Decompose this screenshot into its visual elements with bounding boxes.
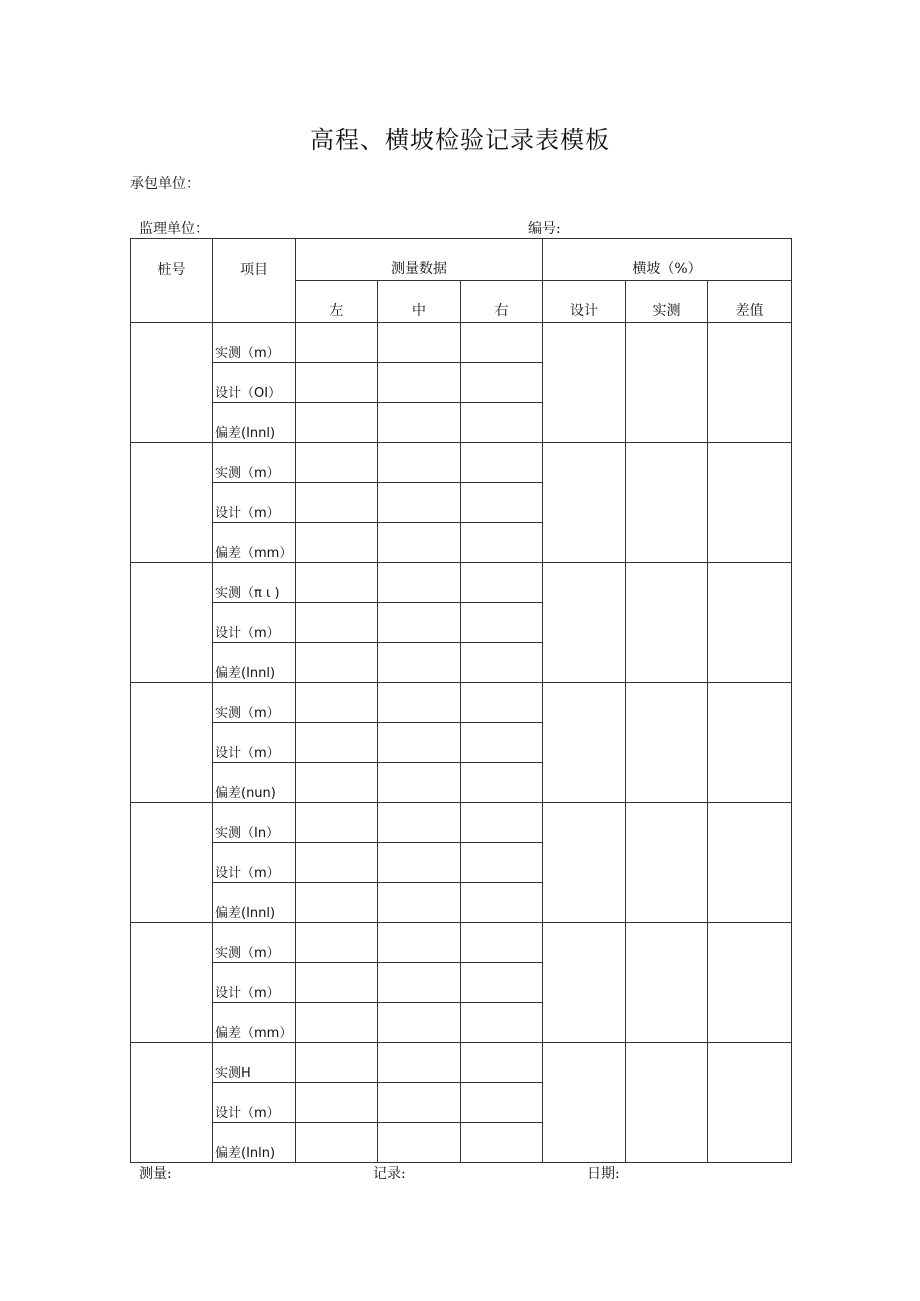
measurement-right-cell bbox=[461, 763, 543, 803]
slope-design-cell bbox=[543, 803, 626, 923]
item-label: 设计（OI） bbox=[213, 363, 296, 403]
measurement-middle-cell bbox=[378, 923, 461, 963]
slope-difference-cell bbox=[708, 803, 792, 923]
item-label: 实测（π ι ) bbox=[213, 563, 296, 603]
measurement-left-cell bbox=[296, 843, 378, 883]
measurement-middle-cell bbox=[378, 323, 461, 363]
table-row bbox=[131, 923, 792, 963]
slope-design-cell bbox=[543, 683, 626, 803]
slope-measured-cell bbox=[626, 683, 708, 803]
slope-measured-cell bbox=[626, 923, 708, 1043]
station-cell bbox=[131, 563, 213, 683]
measurement-left-cell bbox=[296, 1043, 378, 1083]
measurement-middle-cell bbox=[378, 803, 461, 843]
measurement-middle-cell bbox=[378, 643, 461, 683]
item-label: 实测（In） bbox=[213, 803, 296, 843]
measurement-middle-cell bbox=[378, 1043, 461, 1083]
measurement-middle-cell bbox=[378, 763, 461, 803]
measurement-right-cell bbox=[461, 323, 543, 363]
item-label: 设计（m） bbox=[213, 843, 296, 883]
slope-difference-cell bbox=[708, 443, 792, 563]
measurement-left-cell bbox=[296, 643, 378, 683]
measurement-right-cell bbox=[461, 643, 543, 683]
measurement-middle-cell bbox=[378, 723, 461, 763]
measurement-left-cell bbox=[296, 803, 378, 843]
item-label: 偏差(Inln) bbox=[213, 1123, 296, 1163]
item-label: 设计（m） bbox=[213, 483, 296, 523]
surveyor-label: 测量: bbox=[139, 1166, 172, 1182]
item-label: 偏差(Innl) bbox=[213, 883, 296, 923]
slope-design-cell bbox=[543, 923, 626, 1043]
measurement-left-cell bbox=[296, 883, 378, 923]
measurement-left-cell bbox=[296, 1123, 378, 1163]
measurement-middle-cell bbox=[378, 1003, 461, 1043]
measurement-left-cell bbox=[296, 363, 378, 403]
slope-measured-cell bbox=[626, 563, 708, 683]
header-difference: 差值 bbox=[708, 281, 792, 323]
serial-number-label: 编号: bbox=[528, 221, 561, 237]
measurement-right-cell bbox=[461, 1083, 543, 1123]
table-row bbox=[131, 443, 792, 483]
supervisor-label: 监理单位： bbox=[139, 221, 209, 237]
measurement-right-cell bbox=[461, 483, 543, 523]
item-label: 偏差（mm） bbox=[213, 523, 296, 563]
measurement-right-cell bbox=[461, 1043, 543, 1083]
item-label: 偏差（mm） bbox=[213, 1003, 296, 1043]
table-row bbox=[131, 323, 792, 363]
slope-measured-cell bbox=[626, 323, 708, 443]
contractor-label: 承包单位： bbox=[130, 176, 200, 192]
item-label: 实测（m） bbox=[213, 323, 296, 363]
measurement-right-cell bbox=[461, 603, 543, 643]
header-item: 项目 bbox=[213, 239, 296, 323]
header-left: 左 bbox=[296, 281, 378, 323]
measurement-middle-cell bbox=[378, 563, 461, 603]
measurement-right-cell bbox=[461, 963, 543, 1003]
measurement-right-cell bbox=[461, 683, 543, 723]
measurement-middle-cell bbox=[378, 403, 461, 443]
measurement-left-cell bbox=[296, 443, 378, 483]
item-label: 设计（m） bbox=[213, 1083, 296, 1123]
measurement-middle-cell bbox=[378, 963, 461, 1003]
item-label: 实测（m） bbox=[213, 923, 296, 963]
recorder-label: 记录: bbox=[373, 1166, 406, 1182]
slope-design-cell bbox=[543, 323, 626, 443]
measurement-left-cell bbox=[296, 723, 378, 763]
station-cell bbox=[131, 323, 213, 443]
measurement-right-cell bbox=[461, 1003, 543, 1043]
measurement-middle-cell bbox=[378, 523, 461, 563]
item-label: 实测H bbox=[213, 1043, 296, 1083]
measurement-middle-cell bbox=[378, 1083, 461, 1123]
measurement-right-cell bbox=[461, 883, 543, 923]
measurement-middle-cell bbox=[378, 603, 461, 643]
measurement-right-cell bbox=[461, 843, 543, 883]
slope-measured-cell bbox=[626, 803, 708, 923]
slope-difference-cell bbox=[708, 923, 792, 1043]
slope-difference-cell bbox=[708, 323, 792, 443]
date-label: 日期: bbox=[587, 1166, 620, 1182]
measurement-left-cell bbox=[296, 683, 378, 723]
measurement-left-cell bbox=[296, 323, 378, 363]
item-label: 偏差(Innl) bbox=[213, 403, 296, 443]
measurement-right-cell bbox=[461, 363, 543, 403]
table-row bbox=[131, 683, 792, 723]
measurement-middle-cell bbox=[378, 683, 461, 723]
measurement-left-cell bbox=[296, 403, 378, 443]
slope-design-cell bbox=[543, 563, 626, 683]
measurement-left-cell bbox=[296, 763, 378, 803]
header-measured: 实测 bbox=[626, 281, 708, 323]
measurement-left-cell bbox=[296, 1083, 378, 1123]
header-station: 桩号 bbox=[131, 239, 213, 323]
station-cell bbox=[131, 1043, 213, 1163]
header-slope: 横坡（%） bbox=[543, 239, 792, 281]
measurement-left-cell bbox=[296, 963, 378, 1003]
document-title: 高程、横坡检验记录表模板 bbox=[310, 126, 610, 154]
measurement-left-cell bbox=[296, 483, 378, 523]
inspection-table bbox=[130, 238, 792, 1163]
item-label: 实测（m） bbox=[213, 443, 296, 483]
table-row bbox=[131, 1043, 792, 1083]
measurement-left-cell bbox=[296, 563, 378, 603]
station-cell bbox=[131, 923, 213, 1043]
measurement-left-cell bbox=[296, 1003, 378, 1043]
item-label: 设计（m） bbox=[213, 603, 296, 643]
measurement-middle-cell bbox=[378, 443, 461, 483]
measurement-left-cell bbox=[296, 523, 378, 563]
measurement-left-cell bbox=[296, 603, 378, 643]
slope-design-cell bbox=[543, 1043, 626, 1163]
table-row bbox=[131, 803, 792, 843]
slope-measured-cell bbox=[626, 443, 708, 563]
measurement-right-cell bbox=[461, 923, 543, 963]
slope-design-cell bbox=[543, 443, 626, 563]
header-right: 右 bbox=[461, 281, 543, 323]
measurement-right-cell bbox=[461, 723, 543, 763]
measurement-right-cell bbox=[461, 523, 543, 563]
item-label: 偏差(Innl) bbox=[213, 643, 296, 683]
measurement-left-cell bbox=[296, 923, 378, 963]
measurement-right-cell bbox=[461, 443, 543, 483]
station-cell bbox=[131, 443, 213, 563]
item-label: 偏差(nun) bbox=[213, 763, 296, 803]
slope-difference-cell bbox=[708, 563, 792, 683]
measurement-middle-cell bbox=[378, 483, 461, 523]
measurement-right-cell bbox=[461, 803, 543, 843]
item-label: 实测（m） bbox=[213, 683, 296, 723]
measurement-right-cell bbox=[461, 1123, 543, 1163]
station-cell bbox=[131, 683, 213, 803]
slope-measured-cell bbox=[626, 1043, 708, 1163]
item-label: 设计（m） bbox=[213, 723, 296, 763]
header-measurement: 测量数据 bbox=[296, 239, 543, 281]
item-label: 设计（m） bbox=[213, 963, 296, 1003]
measurement-middle-cell bbox=[378, 843, 461, 883]
measurement-right-cell bbox=[461, 403, 543, 443]
slope-difference-cell bbox=[708, 1043, 792, 1163]
header-design: 设计 bbox=[543, 281, 626, 323]
table-row bbox=[131, 563, 792, 603]
slope-difference-cell bbox=[708, 683, 792, 803]
header-middle: 中 bbox=[378, 281, 461, 323]
measurement-middle-cell bbox=[378, 1123, 461, 1163]
station-cell bbox=[131, 803, 213, 923]
measurement-middle-cell bbox=[378, 883, 461, 923]
measurement-right-cell bbox=[461, 563, 543, 603]
measurement-middle-cell bbox=[378, 363, 461, 403]
